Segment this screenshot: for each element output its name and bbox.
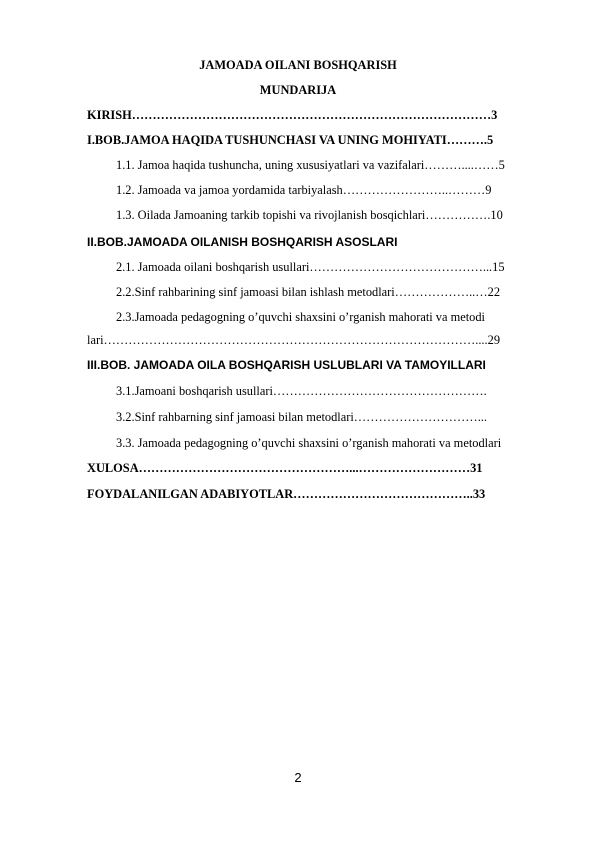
toc-entry-2-3-continued: lari………………………………………………………………………………....29 [87, 333, 501, 347]
toc-entry-3-2: 3.2.Sinf rahbarning sinf jamoasi bilan metodlari…………………………... [116, 410, 487, 424]
toc-entry-1-2: 1.2. Jamoada va jamoa yordamida tarbiyalash……………………..………9 [116, 183, 492, 197]
toc-entry-chapter-3: III.BOB. JAMOADA OILA BOSHQARISH USLUBLARI VA TAMOYILLARI [87, 358, 486, 372]
page-number: 2 [294, 770, 302, 785]
toc-entry-chapter-1: I.BOB.JAMOA HAQIDA TUSHUNCHASI VA UNING MOHIYATI……….5 [87, 133, 494, 147]
toc-entry-3-3: 3.3. Jamoada pedagogning o’quvchi shaxsini o’rganish mahorati va metodlari [116, 436, 502, 450]
toc-entry-conclusion: XULOSA……………………………………………...………………………31 [87, 461, 483, 475]
toc-entry-2-1: 2.1. Jamoada oilani boshqarish usullari……………………………………...15 [116, 260, 505, 274]
toc-entry-intro: KIRISH……………………………………………………………………………3 [87, 108, 498, 122]
toc-entry-2-2: 2.2.Sinf rahbarining sinf jamoasi bilan ishlash metodlari………………..…22 [116, 285, 501, 299]
toc-entry-3-1: 3.1.Jamoani boshqarish usullari……………………………………………. [116, 384, 487, 398]
toc-entry-chapter-2: II.BOB.JAMOADA OILANISH BOSHQARISH ASOSLARI [87, 235, 398, 249]
toc-entry-1-1: 1.1. Jamoa haqida tushuncha, uning xususiyatlari va vazifalari………....……5 [116, 158, 505, 172]
document-title: JAMOADA OILANI BOSHQARISH [199, 58, 397, 72]
toc-heading: MUNDARIJA [259, 83, 337, 97]
toc-entry-2-3: 2.3.Jamoada pedagogning o’quvchi shaxsini o’rganish mahorati va metodi [116, 310, 486, 324]
toc-entry-references: FOYDALANILGAN ADABIYOTLAR……………………………………..33 [87, 487, 486, 501]
toc-entry-1-3: 1.3. Oilada Jamoaning tarkib topishi va rivojlanish bosqichlari…………….10 [116, 208, 503, 222]
